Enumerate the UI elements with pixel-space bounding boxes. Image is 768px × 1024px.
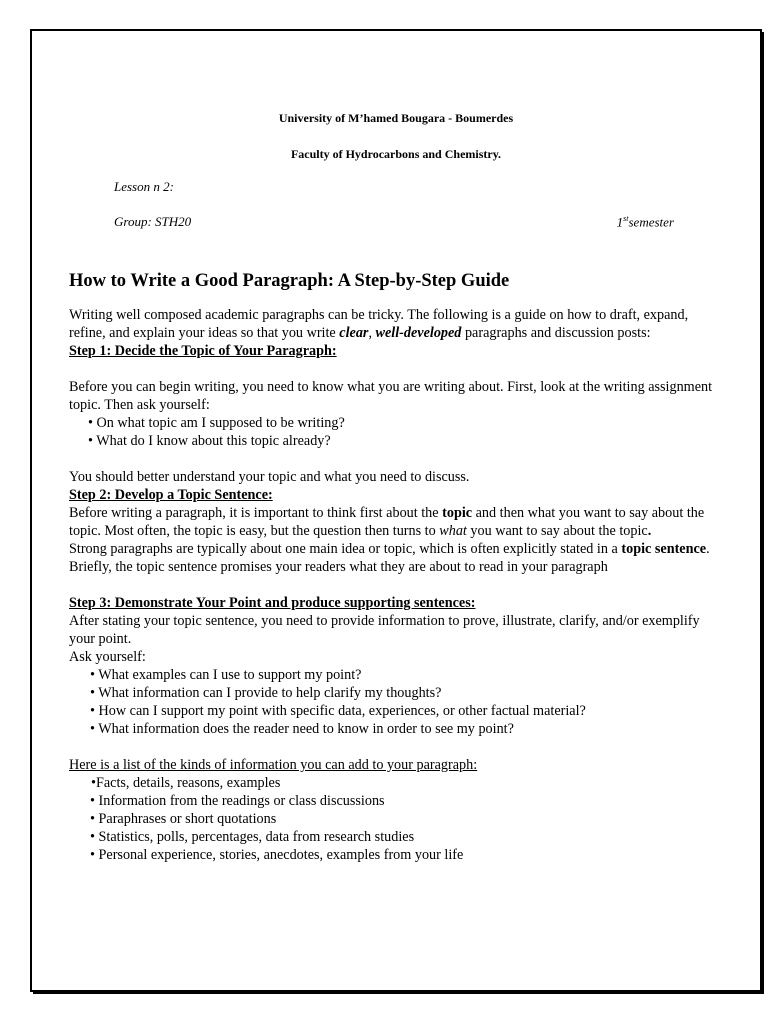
document-page [30,29,762,992]
step2-paragraph-1 [69,504,714,540]
step2-bold-topic: topic [442,505,473,521]
step2-bold-period: . [647,523,652,539]
semester-word: semester [628,214,674,230]
step1-question-list [69,414,714,450]
list-item: • What information does the reader need to know in order to see my point? [90,721,514,737]
step3-ask: Ask yourself: [69,649,146,665]
list-item: • What do I know about this topic already? [88,433,331,449]
step2-paragraph-2 [69,540,714,576]
step2-text-e: you want to say about the topic [466,523,648,539]
faculty-name: Faculty of Hydrocarbons and Chemistry. [290,147,502,161]
step2-bold-topic-sentence: topic sentence [621,541,707,557]
page-shadow-bottom [33,992,764,994]
step2-italic-what: what [439,523,467,539]
kinds-heading: Here is a list of the kinds of information you can add to your paragraph: [69,757,478,773]
intro-text-1: Writing well composed academic paragraphs can be tricky. The following is a guide on how to draft, expand, refine, and explain your ideas so that you write [69,307,689,341]
step3-question-list [69,666,714,738]
list-item: • Information from the readings or class discussions [90,793,385,809]
step3-paragraph: After stating your topic sentence, you need to provide information to prove, illustrate, clarify, and/or exemplify your point. [69,613,700,647]
semester-number: 1 [616,214,624,230]
page-shadow-right [762,32,764,994]
group-label: Group: STH20 [114,214,192,229]
step2-heading: Step 2: Develop a Topic Sentence: [69,487,273,503]
university-name: University of M’hamed Bougara - Boumerdes [278,111,514,125]
semester-ordinal: st [623,214,629,223]
list-item: • What information can I provide to help clarify my thoughts? [90,685,442,701]
semester-label [617,214,674,230]
kinds-list [69,774,714,864]
intro-text-2: , [368,325,376,341]
lesson-label: Lesson n 2: [114,179,174,194]
intro-emphasis-developed: well-developed [375,325,462,341]
step1-closing: You should better understand your topic and what you need to discuss. [69,469,470,485]
list-item: • On what topic am I supposed to be writing? [88,415,345,431]
list-item: • Paraphrases or short quotations [90,811,277,827]
step2-text-a: Before writing a paragraph, it is important to think first about the [69,505,443,521]
document-body [69,306,714,864]
step2-text-p2c: . Briefly, the topic sentence promises your readers what they are about to read in your paragraph [69,541,710,575]
list-item: • Statistics, polls, percentages, data from research studies [90,829,415,845]
intro-emphasis-clear: clear [339,325,369,341]
document-title: How to Write a Good Paragraph: A Step-by-Step Guide [69,271,510,291]
list-item: •Facts, details, reasons, examples [91,775,281,791]
step1-heading: Step 1: Decide the Topic of Your Paragraph: [69,343,337,359]
list-item: • How can I support my point with specific data, experiences, or other factual material? [90,703,586,719]
step2-text-c: and then what you want to say about the topic. Most often, the topic is easy, but the question then turns to [69,505,705,539]
step3-heading: Step 3: Demonstrate Your Point and produce supporting sentences: [69,595,476,611]
list-item: • What examples can I use to support my point? [90,667,362,683]
intro-paragraph [69,306,714,342]
list-item: • Personal experience, stories, anecdotes, examples from your life [90,847,464,863]
step1-paragraph: Before you can begin writing, you need to know what you are writing about. First, look at the writing assignment topic. Then ask yourself: [69,379,713,413]
intro-text-3: paragraphs and discussion posts: [461,325,651,341]
step2-text-p2a: Strong paragraphs are typically about one main idea or topic, which is often explicitly stated in a [69,541,622,557]
